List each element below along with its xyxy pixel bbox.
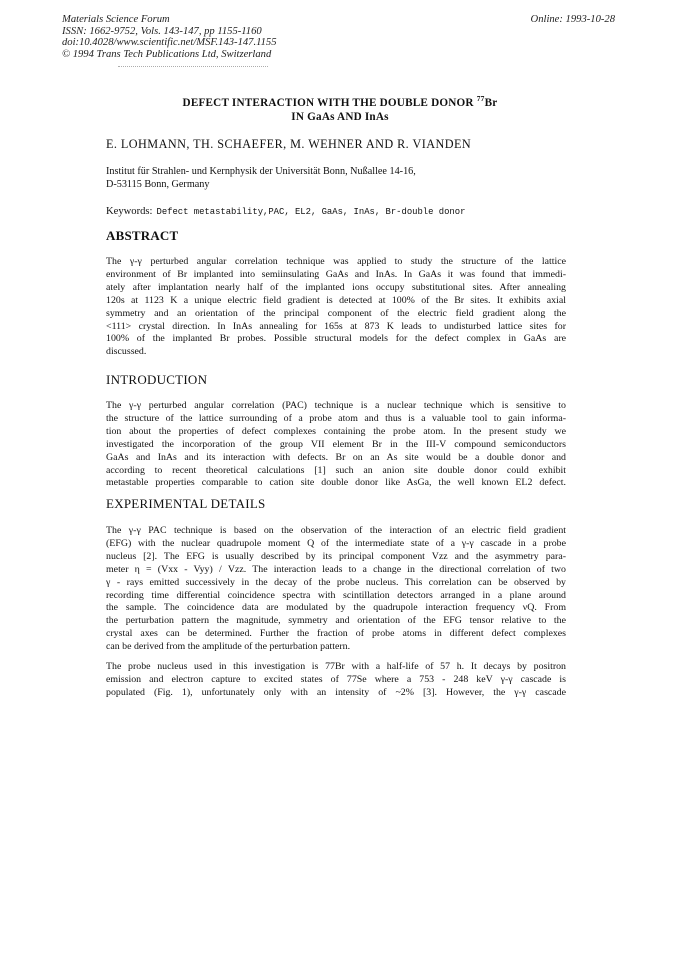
text-line: symmetry and an orientation of the principal component of the electric field gradient along the [106, 307, 566, 319]
text-line: The γ-γ PAC technique is based on the observation of the interaction of an electric field gradient [106, 525, 566, 536]
affiliation [106, 165, 416, 191]
text-line: γ - rays emitted successively in the decay of the probe nucleus. This correlation can be observed by [106, 576, 566, 588]
text-line: metastable properties comparable to cation site double donor like AsGa, the well known EL2 defect. [106, 477, 566, 489]
text-line: meter η = (Vxx - Vyy) / Vzz. The interaction leads to a change in the directional correlation of two [106, 563, 566, 575]
text-line: The probe nucleus used in this investigation is 77Br with a half-life of 57 h. It decays by positron [106, 661, 566, 672]
text-line: the perturbation pattern the magnitude, symmetry and orientation of the EFG tensor relative to the [106, 615, 566, 627]
scan-artifact [118, 66, 268, 70]
text-line: according to recent theoretical calculations [1] such an anion site double donor could exhibit [106, 464, 566, 476]
affiliation-line: D-53115 Bonn, Germany [106, 179, 210, 191]
text-line: recording time differential coincidence spectra with scintillation detectors arranged in a plane around [106, 589, 566, 601]
text-line: ately after implantation nearly half of the implanted ions occupy substitutional sites. After annealing [106, 281, 566, 293]
introduction-body [106, 400, 566, 490]
introduction-heading: INTRODUCTION [106, 372, 208, 387]
text-line: crystal axes can be determined. Further the fraction of probe atoms in different defect complexes [106, 628, 566, 640]
text-line: environment of Br implanted into semiinsulating GaAs and InAs. In GaAs it was found that immedi- [106, 268, 566, 280]
keywords [106, 206, 465, 217]
text-line: can be derived from the amplitude of the perturbation pattern. [106, 641, 351, 653]
experimental-heading: EXPERIMENTAL DETAILS [106, 496, 266, 511]
text-line: GaAs and InAs and its interaction with defects. Br on an As site would be a double donor and [106, 451, 566, 463]
title-line-1: DEFECT INTERACTION WITH THE DOUBLE DONOR $^{77}$Br [182, 94, 498, 109]
text-line: investigated the incorporation of the group VII element Br in the III-V compound semiconductors [106, 438, 566, 450]
element-symbol: Br [484, 97, 498, 109]
text-line: nucleus [2]. The EFG is usually described by its principal component Vzz and the asymmetry para- [106, 550, 566, 562]
text-line: discussed. [106, 346, 147, 358]
abstract-heading: ABSTRACT [106, 228, 179, 243]
publication-metadata [62, 14, 277, 60]
text-line: (EFG) with the nuclear quadrupole moment Q of the intermediate state of a γ-γ cascade in a probe [106, 537, 566, 549]
issn-line: ISSN: 1662-9752, Vols. 143-147, pp 1155-1160 [62, 25, 262, 37]
text-line: 120s at 1123 K a unique electric field gradient is detected at 100% of the Br sites. It exhibits axial [106, 294, 566, 306]
author-list: E. LOHMANN, TH. SCHAEFER, M. WEHNER AND R. VIANDEN [106, 137, 472, 151]
copyright-line: © 1994 Trans Tech Publications Ltd, Switzerland [62, 48, 272, 60]
paper-title [80, 96, 600, 124]
mass-number: 77 [476, 94, 485, 103]
abstract-body [106, 256, 566, 359]
text-line: The γ-γ perturbed angular correlation technique was applied to study the structure of the lattice [106, 256, 566, 267]
title-line-2: IN GaAs AND InAs [291, 111, 389, 123]
text-line: <111> crystal direction. In InAs annealing for 165s at 873 K leads to undisturbed lattice sites for [106, 320, 566, 332]
text-line: emission and electron capture to excited states of 77Se where a 753 - 248 keV γ-γ cascade is [106, 673, 566, 685]
text-line: 100% of the implanted Br probes. Possible structural models for the defect complex in GaAs are [106, 333, 566, 345]
text-line: The γ-γ perturbed angular correlation (PAC) technique is a nuclear technique which is sensitive to [106, 400, 566, 411]
text-line: the sample. The coincidence data are modulated by the quadrupole interaction frequency νQ. From [106, 602, 566, 614]
affiliation-line: Institut für Strahlen- und Kernphysik der Universität Bonn, Nußallee 14-16, [106, 166, 416, 177]
text-line: tion about the properties of defect complexes containing the probe atom. In the present study we [106, 425, 566, 437]
experimental-paragraph-2 [106, 661, 566, 700]
keywords-value: Defect metastability,PAC, EL2, GaAs, InAs, Br-double donor [156, 207, 466, 217]
keywords-label: Keywords: [106, 206, 153, 217]
experimental-paragraph-1 [106, 525, 566, 654]
text-line: populated (Fig. 1), unfortunately only with an intensity of ~2% [3]. However, the γ-γ cascade [106, 686, 566, 698]
text-line: the structure of the lattice surrounding of a probe atom and thus is a valuable tool to gain informa- [106, 412, 566, 424]
doi-line: doi:10.4028/www.scientific.net/MSF.143-147.1155 [62, 37, 277, 49]
online-date: Online: 1993-10-28 [530, 14, 615, 25]
journal-name: Materials Science Forum [62, 14, 170, 25]
